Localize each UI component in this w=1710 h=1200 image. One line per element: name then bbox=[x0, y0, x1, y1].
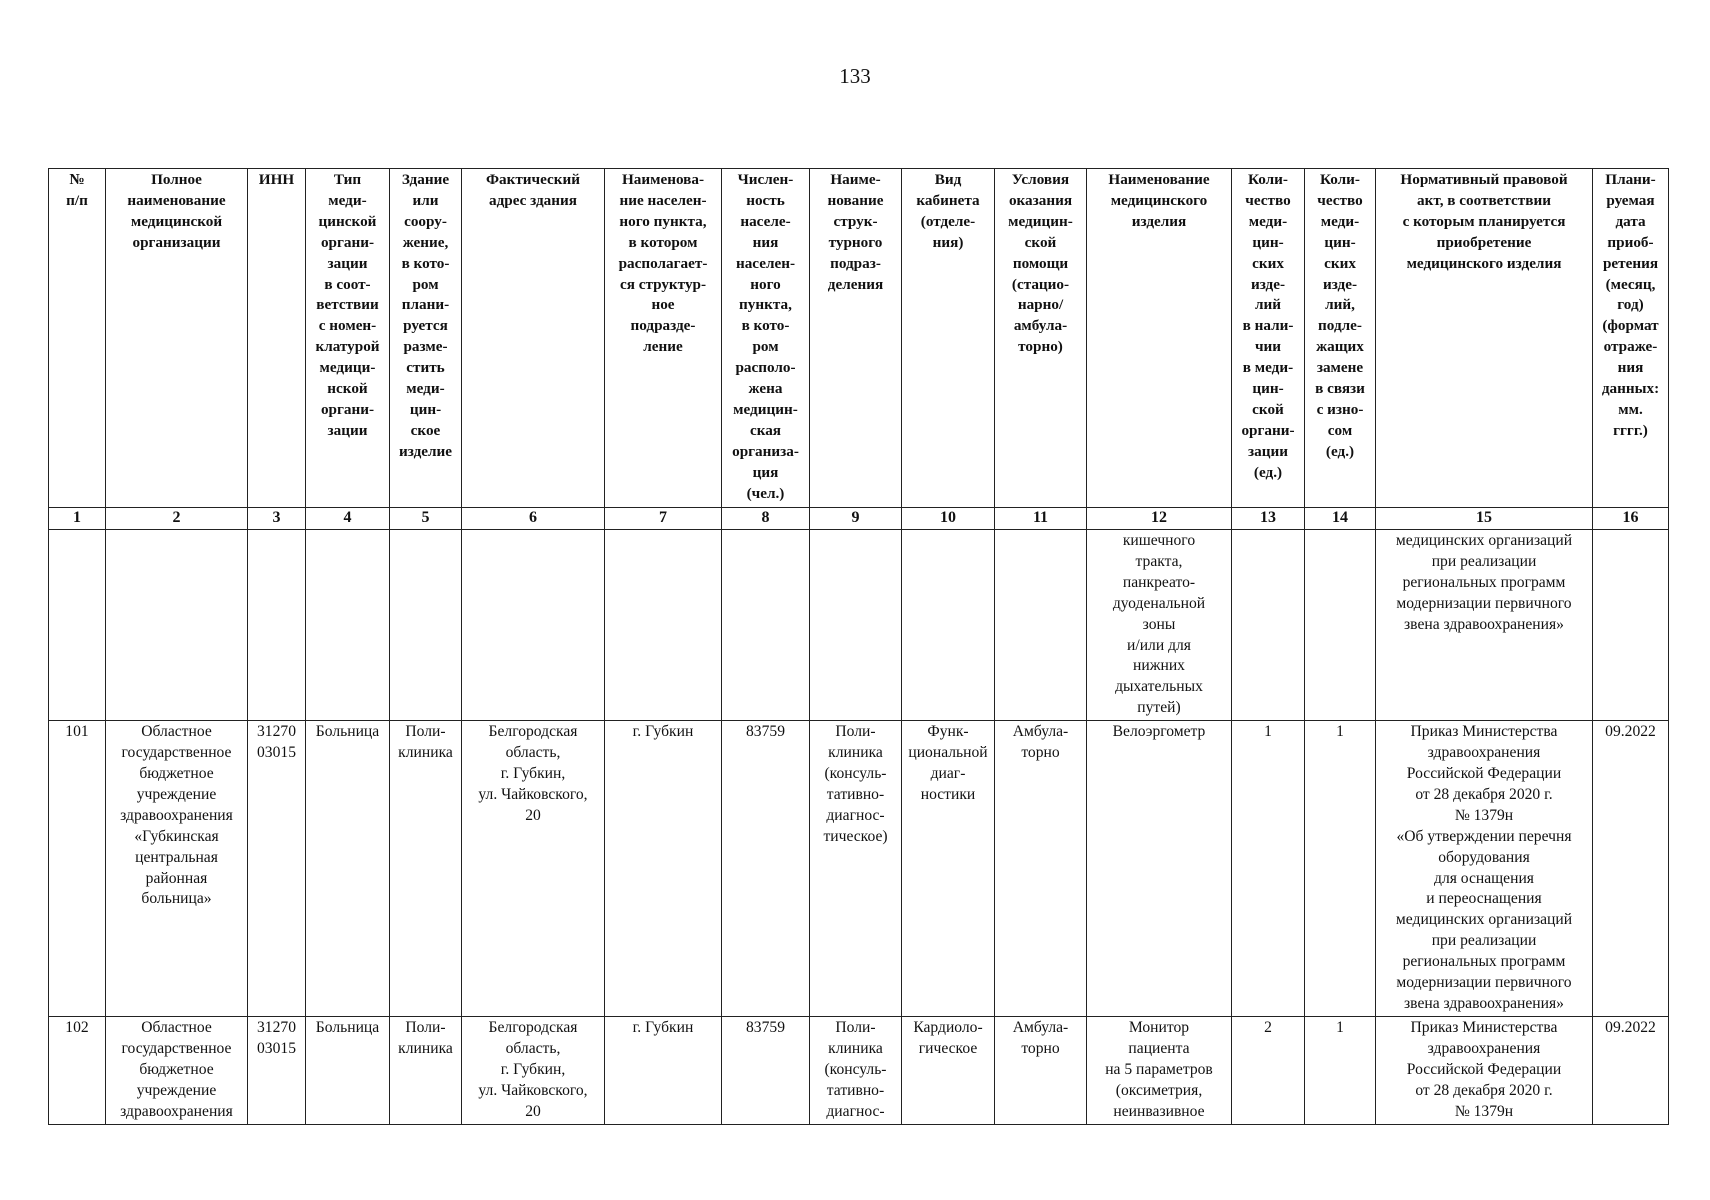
table-row bbox=[49, 1017, 1669, 1125]
page-number: 133 bbox=[839, 64, 871, 88]
header-org-name: Полное наименование медицинской организации bbox=[106, 169, 248, 508]
column-number: 10 bbox=[902, 508, 995, 530]
cell-population: 83759 bbox=[722, 1017, 810, 1125]
column-number: 14 bbox=[1305, 508, 1376, 530]
column-number: 16 bbox=[1593, 508, 1669, 530]
table-row bbox=[49, 530, 1669, 721]
cell-care-conditions: Амбула- торно bbox=[995, 721, 1087, 1017]
cell-qty-available: 1 bbox=[1232, 721, 1305, 1017]
column-number: 15 bbox=[1376, 508, 1593, 530]
header-building: Здание или соору- жение, в кото- ром плани- руется разме- стить меди- цин- ское изделие bbox=[390, 169, 462, 508]
header-row bbox=[49, 169, 1669, 508]
cell-num bbox=[49, 530, 106, 721]
cell-device-name: кишечного тракта, панкреато- дуоденальной зоны и/или для нижних дыхательных путей) bbox=[1087, 530, 1232, 721]
cell-care-conditions: Амбула- торно bbox=[995, 1017, 1087, 1125]
header-address: Фактический адрес здания bbox=[462, 169, 605, 508]
cell-org-name: Областное государственное бюджетное учреждение здравоохранения bbox=[106, 1017, 248, 1125]
header-subdivision: Наиме- нование струк- турного подраз- деления bbox=[810, 169, 902, 508]
cell-cabinet-type: Функ- циональной диаг- ностики bbox=[902, 721, 995, 1017]
header-num: № п/п bbox=[49, 169, 106, 508]
cell-settlement bbox=[605, 530, 722, 721]
cell-inn bbox=[248, 530, 306, 721]
cell-org-type bbox=[306, 530, 390, 721]
column-number: 3 bbox=[248, 508, 306, 530]
cell-cabinet-type bbox=[902, 530, 995, 721]
column-number: 4 bbox=[306, 508, 390, 530]
column-number-row bbox=[49, 508, 1669, 530]
cell-legal-act: медицинских организаций при реализации региональных программ модернизации первичного звена здравоохранения» bbox=[1376, 530, 1593, 721]
cell-subdivision: Поли- клиника (консуль- тативно- диагнос- bbox=[810, 1017, 902, 1125]
cell-num: 101 bbox=[49, 721, 106, 1017]
cell-planned-date: 09.2022 bbox=[1593, 1017, 1669, 1125]
header-legal-act: Нормативный правовой акт, в соответствии с которым планируется приобретение медицинского изделия bbox=[1376, 169, 1593, 508]
cell-org-type: Больница bbox=[306, 721, 390, 1017]
column-number: 11 bbox=[995, 508, 1087, 530]
header-population: Числен- ность населе- ния населен- ного пункта, в кото- ром располо- жена медицин- ская организа- ция (чел.) bbox=[722, 169, 810, 508]
header-qty-available: Коли- чество меди- цин- ских изде- лий в нали- чии в меди- цин- ской органи- зации (ед.) bbox=[1232, 169, 1305, 508]
cell-address: Белгородская область, г. Губкин, ул. Чайковского, 20 bbox=[462, 721, 605, 1017]
cell-org-type: Больница bbox=[306, 1017, 390, 1125]
cell-legal-act: Приказ Министерства здравоохранения Российской Федерации от 28 декабря 2020 г. № 1379н «Об утверждении перечня оборудования для оснащения и переоснащения медицинских организаций при реализации региональных программ модернизации первичного звена здравоохранения» bbox=[1376, 721, 1593, 1017]
cell-settlement: г. Губкин bbox=[605, 1017, 722, 1125]
cell-inn: 31270 03015 bbox=[248, 721, 306, 1017]
column-number: 7 bbox=[605, 508, 722, 530]
cell-device-name: Монитор пациента на 5 параметров (оксиметрия, неинвазивное bbox=[1087, 1017, 1232, 1125]
cell-subdivision: Поли- клиника (консуль- тативно- диагнос- тическое) bbox=[810, 721, 902, 1017]
cell-org-name bbox=[106, 530, 248, 721]
cell-qty-replace: 1 bbox=[1305, 721, 1376, 1017]
cell-population: 83759 bbox=[722, 721, 810, 1017]
column-number: 13 bbox=[1232, 508, 1305, 530]
cell-address bbox=[462, 530, 605, 721]
cell-building: Поли- клиника bbox=[390, 721, 462, 1017]
column-number: 8 bbox=[722, 508, 810, 530]
cell-inn: 31270 03015 bbox=[248, 1017, 306, 1125]
cell-device-name: Велоэргометр bbox=[1087, 721, 1232, 1017]
cell-org-name: Областное государственное бюджетное учреждение здравоохранения «Губкинская центральная районная больница» bbox=[106, 721, 248, 1017]
header-qty-replace: Коли- чество меди- цин- ских изде- лий, подле- жащих замене в связи с изно- сом (ед.) bbox=[1305, 169, 1376, 508]
header-care-conditions: Условия оказания медицин- ской помощи (стацио- нарно/ амбула- торно) bbox=[995, 169, 1087, 508]
column-number: 6 bbox=[462, 508, 605, 530]
cell-cabinet-type: Кардиоло- гическое bbox=[902, 1017, 995, 1125]
cell-settlement: г. Губкин bbox=[605, 721, 722, 1017]
cell-address: Белгородская область, г. Губкин, ул. Чайковского, 20 bbox=[462, 1017, 605, 1125]
column-number: 5 bbox=[390, 508, 462, 530]
column-number: 12 bbox=[1087, 508, 1232, 530]
column-number: 1 bbox=[49, 508, 106, 530]
table-row bbox=[49, 721, 1669, 1017]
cell-building bbox=[390, 530, 462, 721]
cell-qty-replace: 1 bbox=[1305, 1017, 1376, 1125]
cell-legal-act: Приказ Министерства здравоохранения Российской Федерации от 28 декабря 2020 г. № 1379н bbox=[1376, 1017, 1593, 1125]
header-planned-date: Плани- руемая дата приоб- ретения (месяц, год) (формат отраже- ния данных: мм. гггг.) bbox=[1593, 169, 1669, 508]
header-device-name: Наименование медицинского изделия bbox=[1087, 169, 1232, 508]
cell-building: Поли- клиника bbox=[390, 1017, 462, 1125]
cell-planned-date bbox=[1593, 530, 1669, 721]
cell-num: 102 bbox=[49, 1017, 106, 1125]
cell-subdivision bbox=[810, 530, 902, 721]
cell-qty-replace bbox=[1305, 530, 1376, 721]
column-number: 9 bbox=[810, 508, 902, 530]
column-number: 2 bbox=[106, 508, 248, 530]
equipment-register-table bbox=[48, 168, 1669, 1125]
cell-population bbox=[722, 530, 810, 721]
header-org-type: Тип меди- цинской органи- зации в соот- ветствии с номен- клатурой медици- нской органи- зации bbox=[306, 169, 390, 508]
cell-planned-date: 09.2022 bbox=[1593, 721, 1669, 1017]
cell-qty-available: 2 bbox=[1232, 1017, 1305, 1125]
header-settlement: Наименова- ние населен- ного пункта, в котором располагает- ся структур- ное подразде- ление bbox=[605, 169, 722, 508]
cell-care-conditions bbox=[995, 530, 1087, 721]
header-cabinet-type: Вид кабинета (отделе- ния) bbox=[902, 169, 995, 508]
cell-qty-available bbox=[1232, 530, 1305, 721]
header-inn: ИНН bbox=[248, 169, 306, 508]
